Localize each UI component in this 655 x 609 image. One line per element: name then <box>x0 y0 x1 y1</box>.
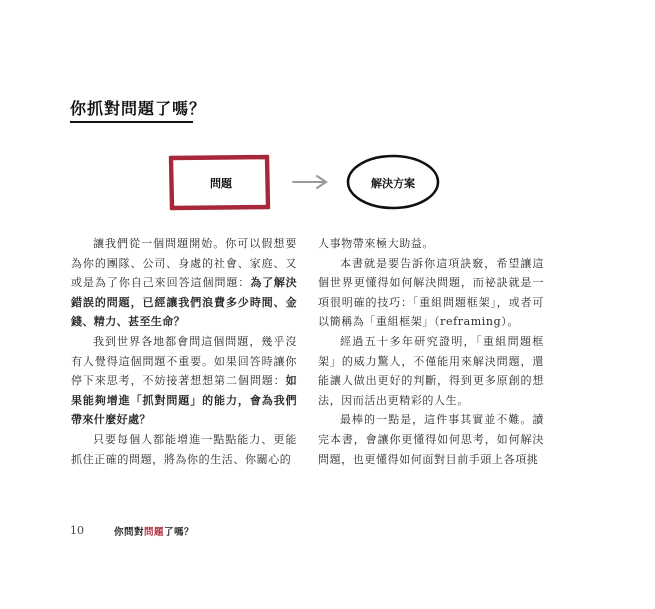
footer-title-accent: 問題 <box>144 527 165 538</box>
paragraph-text: 我到世界各地都會問這個問題，幾乎沒有人覺得這個問題不重要。如果回答時讓你停下來思考，不妨接著想想第二個問題： <box>71 334 297 388</box>
paragraph-text: 只要每個人都能增進一點點能力、更能抓住正確的問題，將為你的生活、你關心的 <box>71 432 297 466</box>
arrow <box>293 176 326 188</box>
solution-label: 解決方案 <box>371 177 415 190</box>
paragraph: 人事物帶來極大助益。 <box>318 237 434 250</box>
page-heading: 你抓對問題了嗎？ <box>70 99 207 118</box>
paragraph: 經過五十多年研究證明，「重組問題框架」的威力驚人，不僅能用來解決問題，還能讓人做出更好的判斷，得到更多原創的想法，因而活出更精彩的人生。 <box>318 334 544 407</box>
page-number: 10 <box>70 524 84 537</box>
paragraph <box>71 332 297 430</box>
emphasis-question: 如果能夠增進「抓對問題」的能力，會為我們帶來什麼好處？ <box>71 374 297 427</box>
paragraph <box>71 234 297 332</box>
paragraph <box>71 430 297 469</box>
footer-title-post: 了嗎？ <box>164 527 195 538</box>
paragraph: 最棒的一點是，這件事其實並不難。讀完本書，會讓你更懂得如何思考，如何解決問題，也更懂得如何面對目前手頭上各項挑 <box>318 413 544 466</box>
paragraph-text: 讓我們從一個問題開始。你可以假想要為你的團隊、公司、身處的社會、家庭、又或是為了你自己來回答這個問題： <box>71 237 297 290</box>
emphasis-question: 為了解決錯誤的問題，已經讓我們浪費多少時間、金錢、精力、甚至生命？ <box>71 276 297 329</box>
running-footer-title <box>114 524 194 538</box>
right-text-column <box>318 234 544 469</box>
paragraph: 本書就是要告訴你這項訣竅，希望讓這個世界更懂得如何解決問題，而祕訣就是一項很明確的技巧：「重組問題框架」，或者可以簡稱為「重組框架」（reframing）。 <box>318 256 544 329</box>
problem-label: 問題 <box>210 177 232 190</box>
footer-title-pre: 你問對 <box>114 527 145 538</box>
problem-solution-diagram <box>0 0 655 240</box>
left-text-column <box>71 234 297 469</box>
